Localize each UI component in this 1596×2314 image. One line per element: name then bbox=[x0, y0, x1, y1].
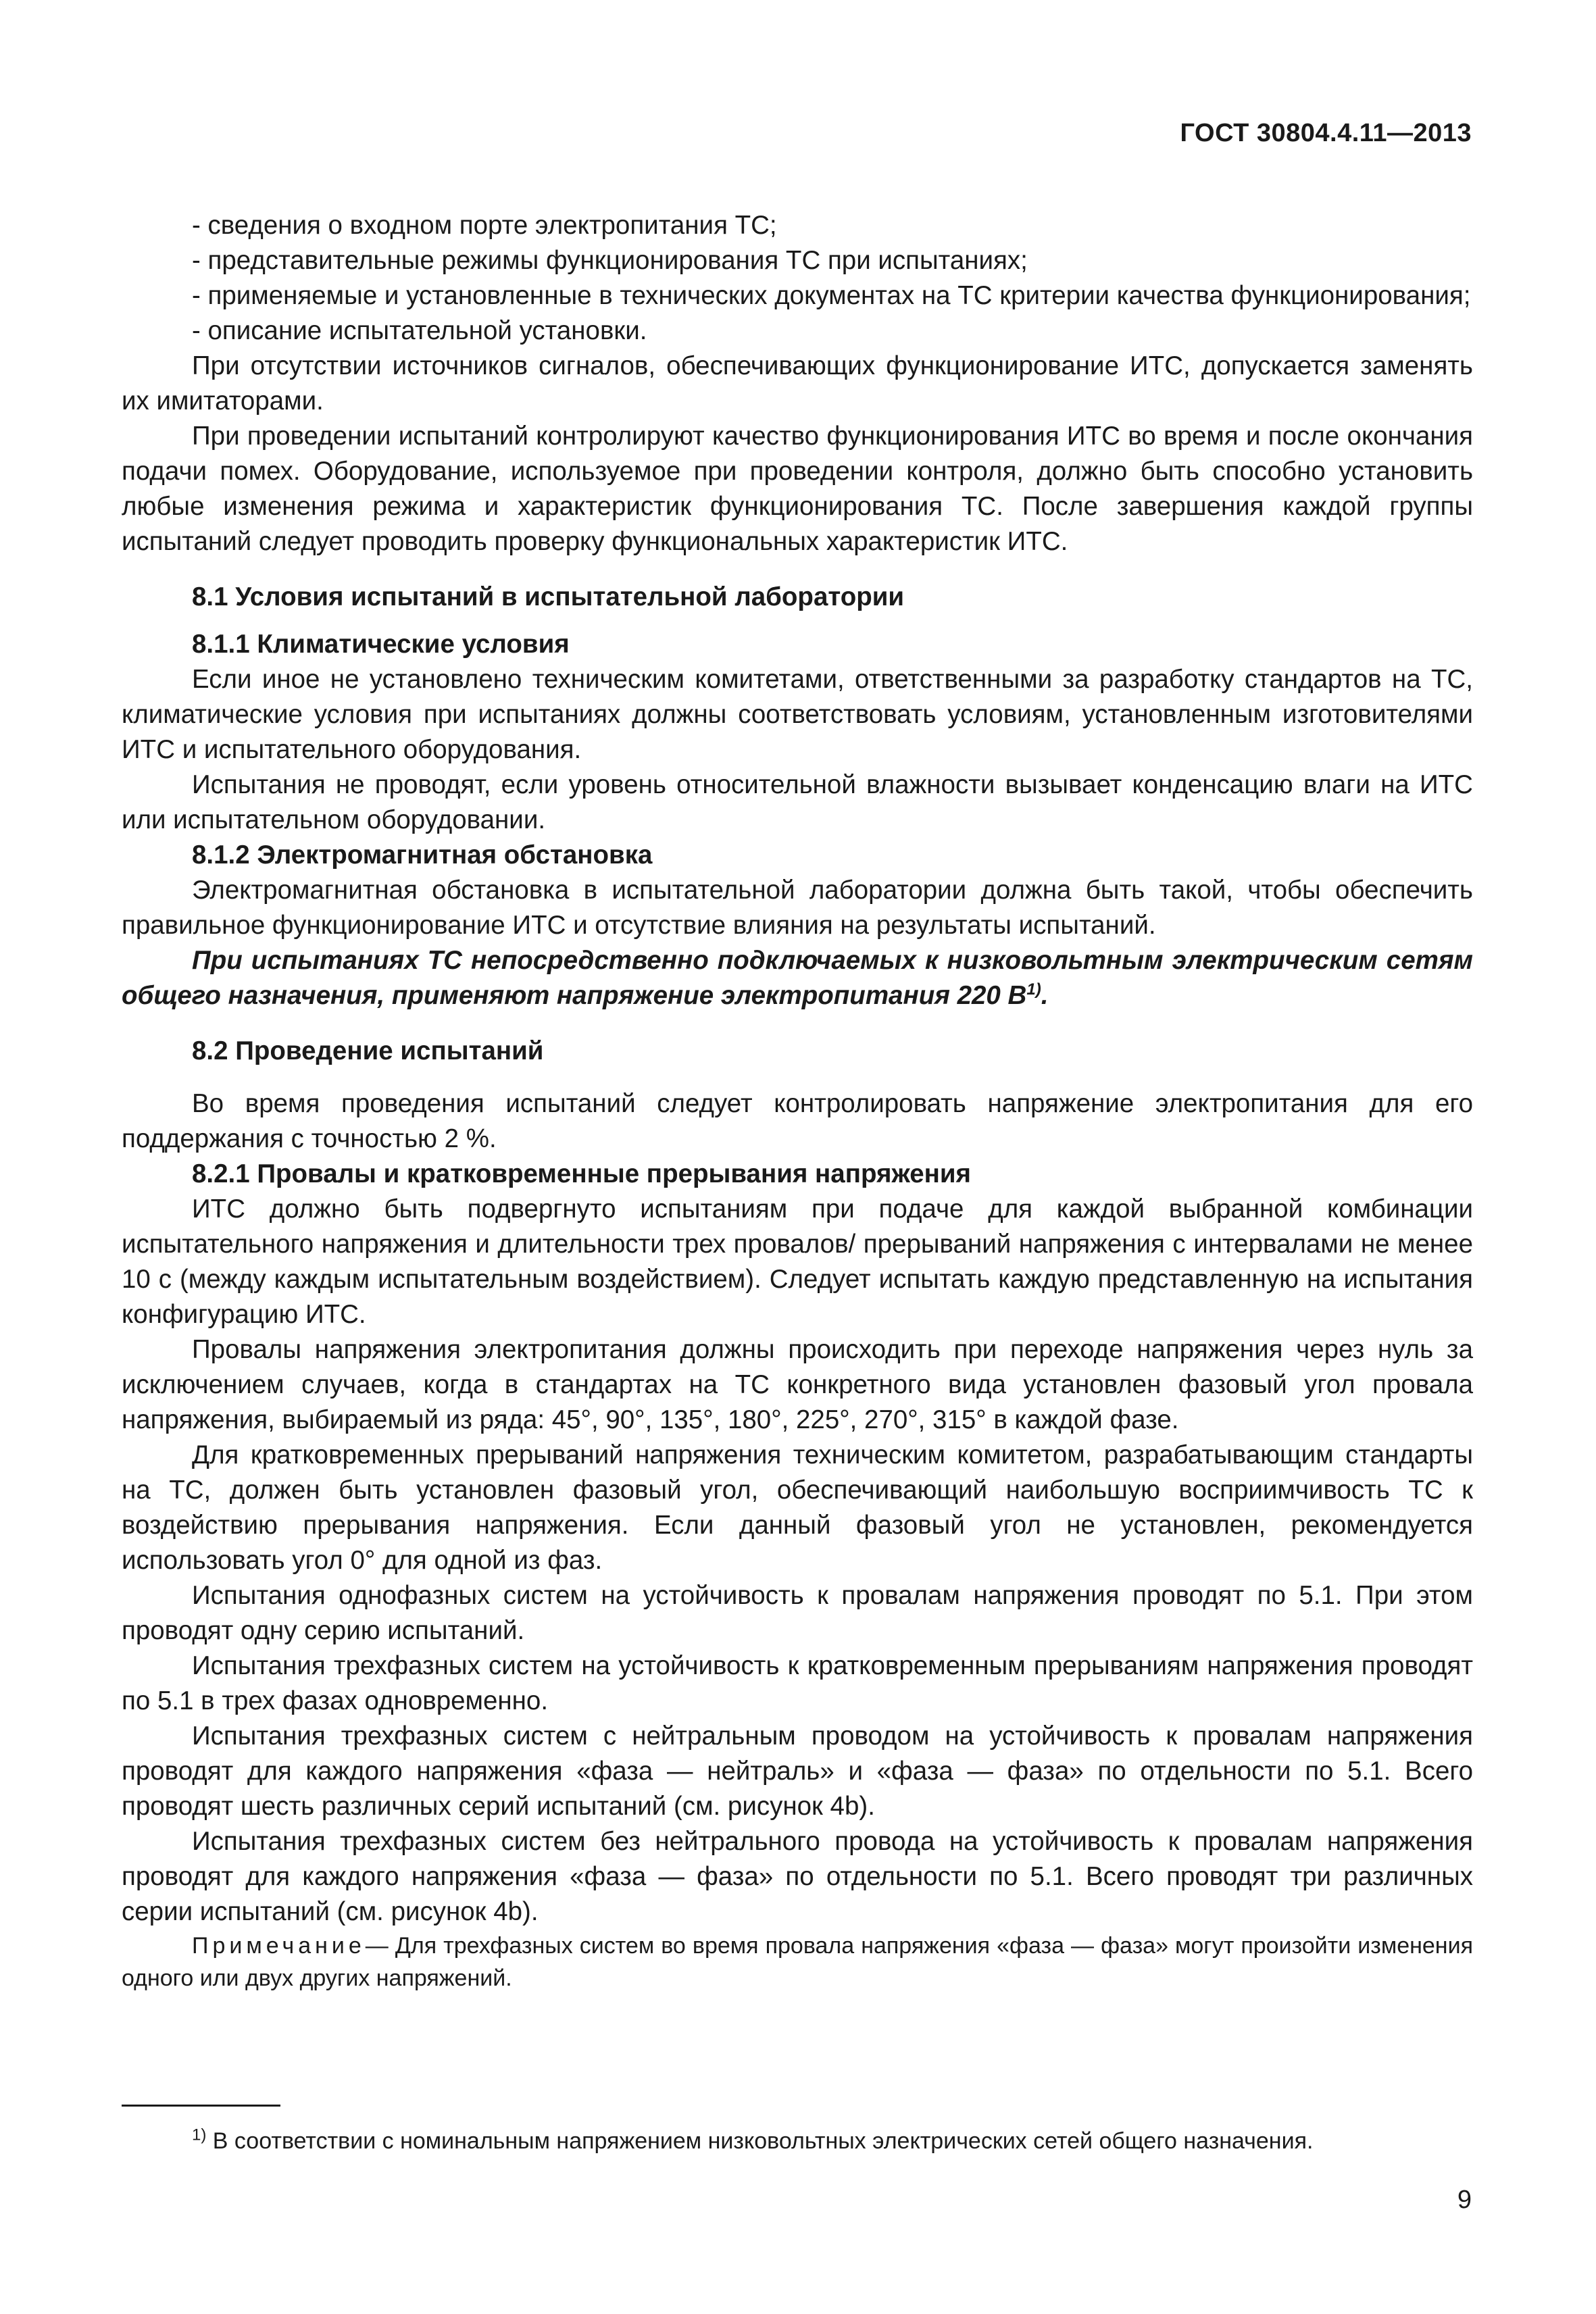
intro-item: - описание испытательной установки. bbox=[192, 316, 647, 345]
footnote-divider bbox=[122, 2105, 280, 2107]
footnote bbox=[192, 2125, 1476, 2157]
note-text: — Для трехфазных систем во время провала напряжения «фаза — фаза» могут произойти изменения одного или двух других напряжений. bbox=[122, 1933, 1473, 1991]
note bbox=[122, 1930, 1473, 1994]
document-header: ГОСТ 30804.4.11—2013 bbox=[1180, 119, 1472, 147]
body-paragraph: При отсутствии источников сигналов, обеспечивающих функционирование ИТС, допускается заменять их имитаторами. bbox=[122, 351, 1473, 416]
body-paragraph: Если иное не установлено техническим комитетами, ответственными за разработку стандартов на ТС, климатические условия при испытаниях должны соответствовать условиям, установленным изготовителями ИТС и испытательного оборудования. bbox=[122, 665, 1473, 764]
intro-item: - сведения о входном порте электропитания ТС; bbox=[192, 211, 777, 240]
intro-item: - применяемые и установленные в технических документах на ТС критерии качества функционирования; bbox=[192, 281, 1471, 310]
section-8-2-heading: 8.2 Проведение испытаний bbox=[192, 1036, 544, 1065]
body-paragraph: Испытания не проводят, если уровень относительной влажности вызывает конденсацию влаги на ИТС или испытательном оборудовании. bbox=[122, 770, 1473, 834]
page-number: 9 bbox=[1457, 2186, 1472, 2214]
body-paragraph: Во время проведения испытаний следует контролировать напряжение электропитания для его поддержания с точностью 2 %. bbox=[122, 1089, 1473, 1153]
emphasis-text: При испытаниях ТС непосредственно подключаемых к низковольтным электрическим сетям общего назначения, применяют напряжение электропитания 220 В bbox=[122, 946, 1473, 1010]
body-paragraph: Испытания трехфазных систем без нейтрального провода на устойчивость к провалам напряжения проводят для каждого напряжения «фаза — фаза» по отдельности по 5.1. Всего проводят три различных серии испытаний (см. рисунок 4b). bbox=[122, 1827, 1473, 1926]
section-8-1-1-heading: 8.1.1 Климатические условия bbox=[192, 630, 570, 659]
footnote-text: В соответствии с номинальным напряжением низковольтных электрических сетей общего назначения. bbox=[206, 2128, 1314, 2154]
emphasis-end: . bbox=[1041, 981, 1049, 1010]
body-paragraph: Испытания трехфазных систем с нейтральным проводом на устойчивость к провалам напряжения проводят для каждого напряжения «фаза — нейтраль» и «фаза — фаза» по отдельности по 5.1. Всего проводят шесть различных серий испытаний (см. рисунок 4b). bbox=[122, 1721, 1473, 1821]
section-8-2-1-heading: 8.2.1 Провалы и кратковременные прерывания напряжения bbox=[192, 1159, 972, 1188]
body-paragraph: Испытания однофазных систем на устойчивость к провалам напряжения проводят по 5.1. При этом проводят одну серию испытаний. bbox=[122, 1581, 1473, 1645]
body-paragraph: ИТС должно быть подвергнуто испытаниям при подаче для каждой выбранной комбинации испытательного напряжения и длительности трех провалов/ прерываний напряжения с интервалами не менее 10 с (между каждым испытательным воздействием). Следует испытать каждую представленную на испытания конфигурацию ИТС. bbox=[122, 1194, 1473, 1329]
document-body bbox=[122, 208, 1473, 1994]
section-8-1-2-heading: 8.1.2 Электромагнитная обстановка bbox=[192, 840, 653, 870]
emphasis-paragraph bbox=[122, 943, 1473, 1013]
footnote-marker: 1) bbox=[192, 2126, 207, 2144]
body-paragraph: Испытания трехфазных систем на устойчивость к кратковременным прерываниям напряжения проводят по 5.1 в трех фазах одновременно. bbox=[122, 1651, 1473, 1715]
body-paragraph: При проведении испытаний контролируют качество функционирования ИТС во время и после окончания подачи помех. Оборудование, используемое при проведении контроля, должно быть способно установить любые изменения режима и характеристик функционирования ТС. После завершения каждой группы испытаний следует проводить проверку функциональных характеристик ИТС. bbox=[122, 422, 1473, 556]
body-paragraph: Провалы напряжения электропитания должны происходить при переходе напряжения через нуль за исключением случаев, когда в стандартах на ТС конкретного вида установлен фазовый угол провала напряжения, выбираемый из ряда: 45°, 90°, 135°, 180°, 225°, 270°, 315° в каждой фазе. bbox=[122, 1335, 1473, 1434]
footnote-ref: 1) bbox=[1026, 980, 1041, 999]
note-label: Примечание bbox=[192, 1933, 366, 1959]
body-paragraph: Электромагнитная обстановка в испытательной лаборатории должна быть такой, чтобы обеспечить правильное функционирование ИТС и отсутствие влияния на результаты испытаний. bbox=[122, 876, 1473, 940]
body-paragraph: Для кратковременных прерываний напряжения техническим комитетом, разрабатывающим стандарты на ТС, должен быть установлен фазовый угол, обеспечивающий наибольшую восприимчивость ТС к воздействию прерывания напряжения. Если данный фазовый угол не установлен, рекомендуется использовать угол 0° для одной из фаз. bbox=[122, 1440, 1473, 1575]
intro-item: - представительные режимы функционирования ТС при испытаниях; bbox=[192, 246, 1028, 275]
section-8-1-heading: 8.1 Условия испытаний в испытательной лаборатории bbox=[192, 582, 905, 611]
